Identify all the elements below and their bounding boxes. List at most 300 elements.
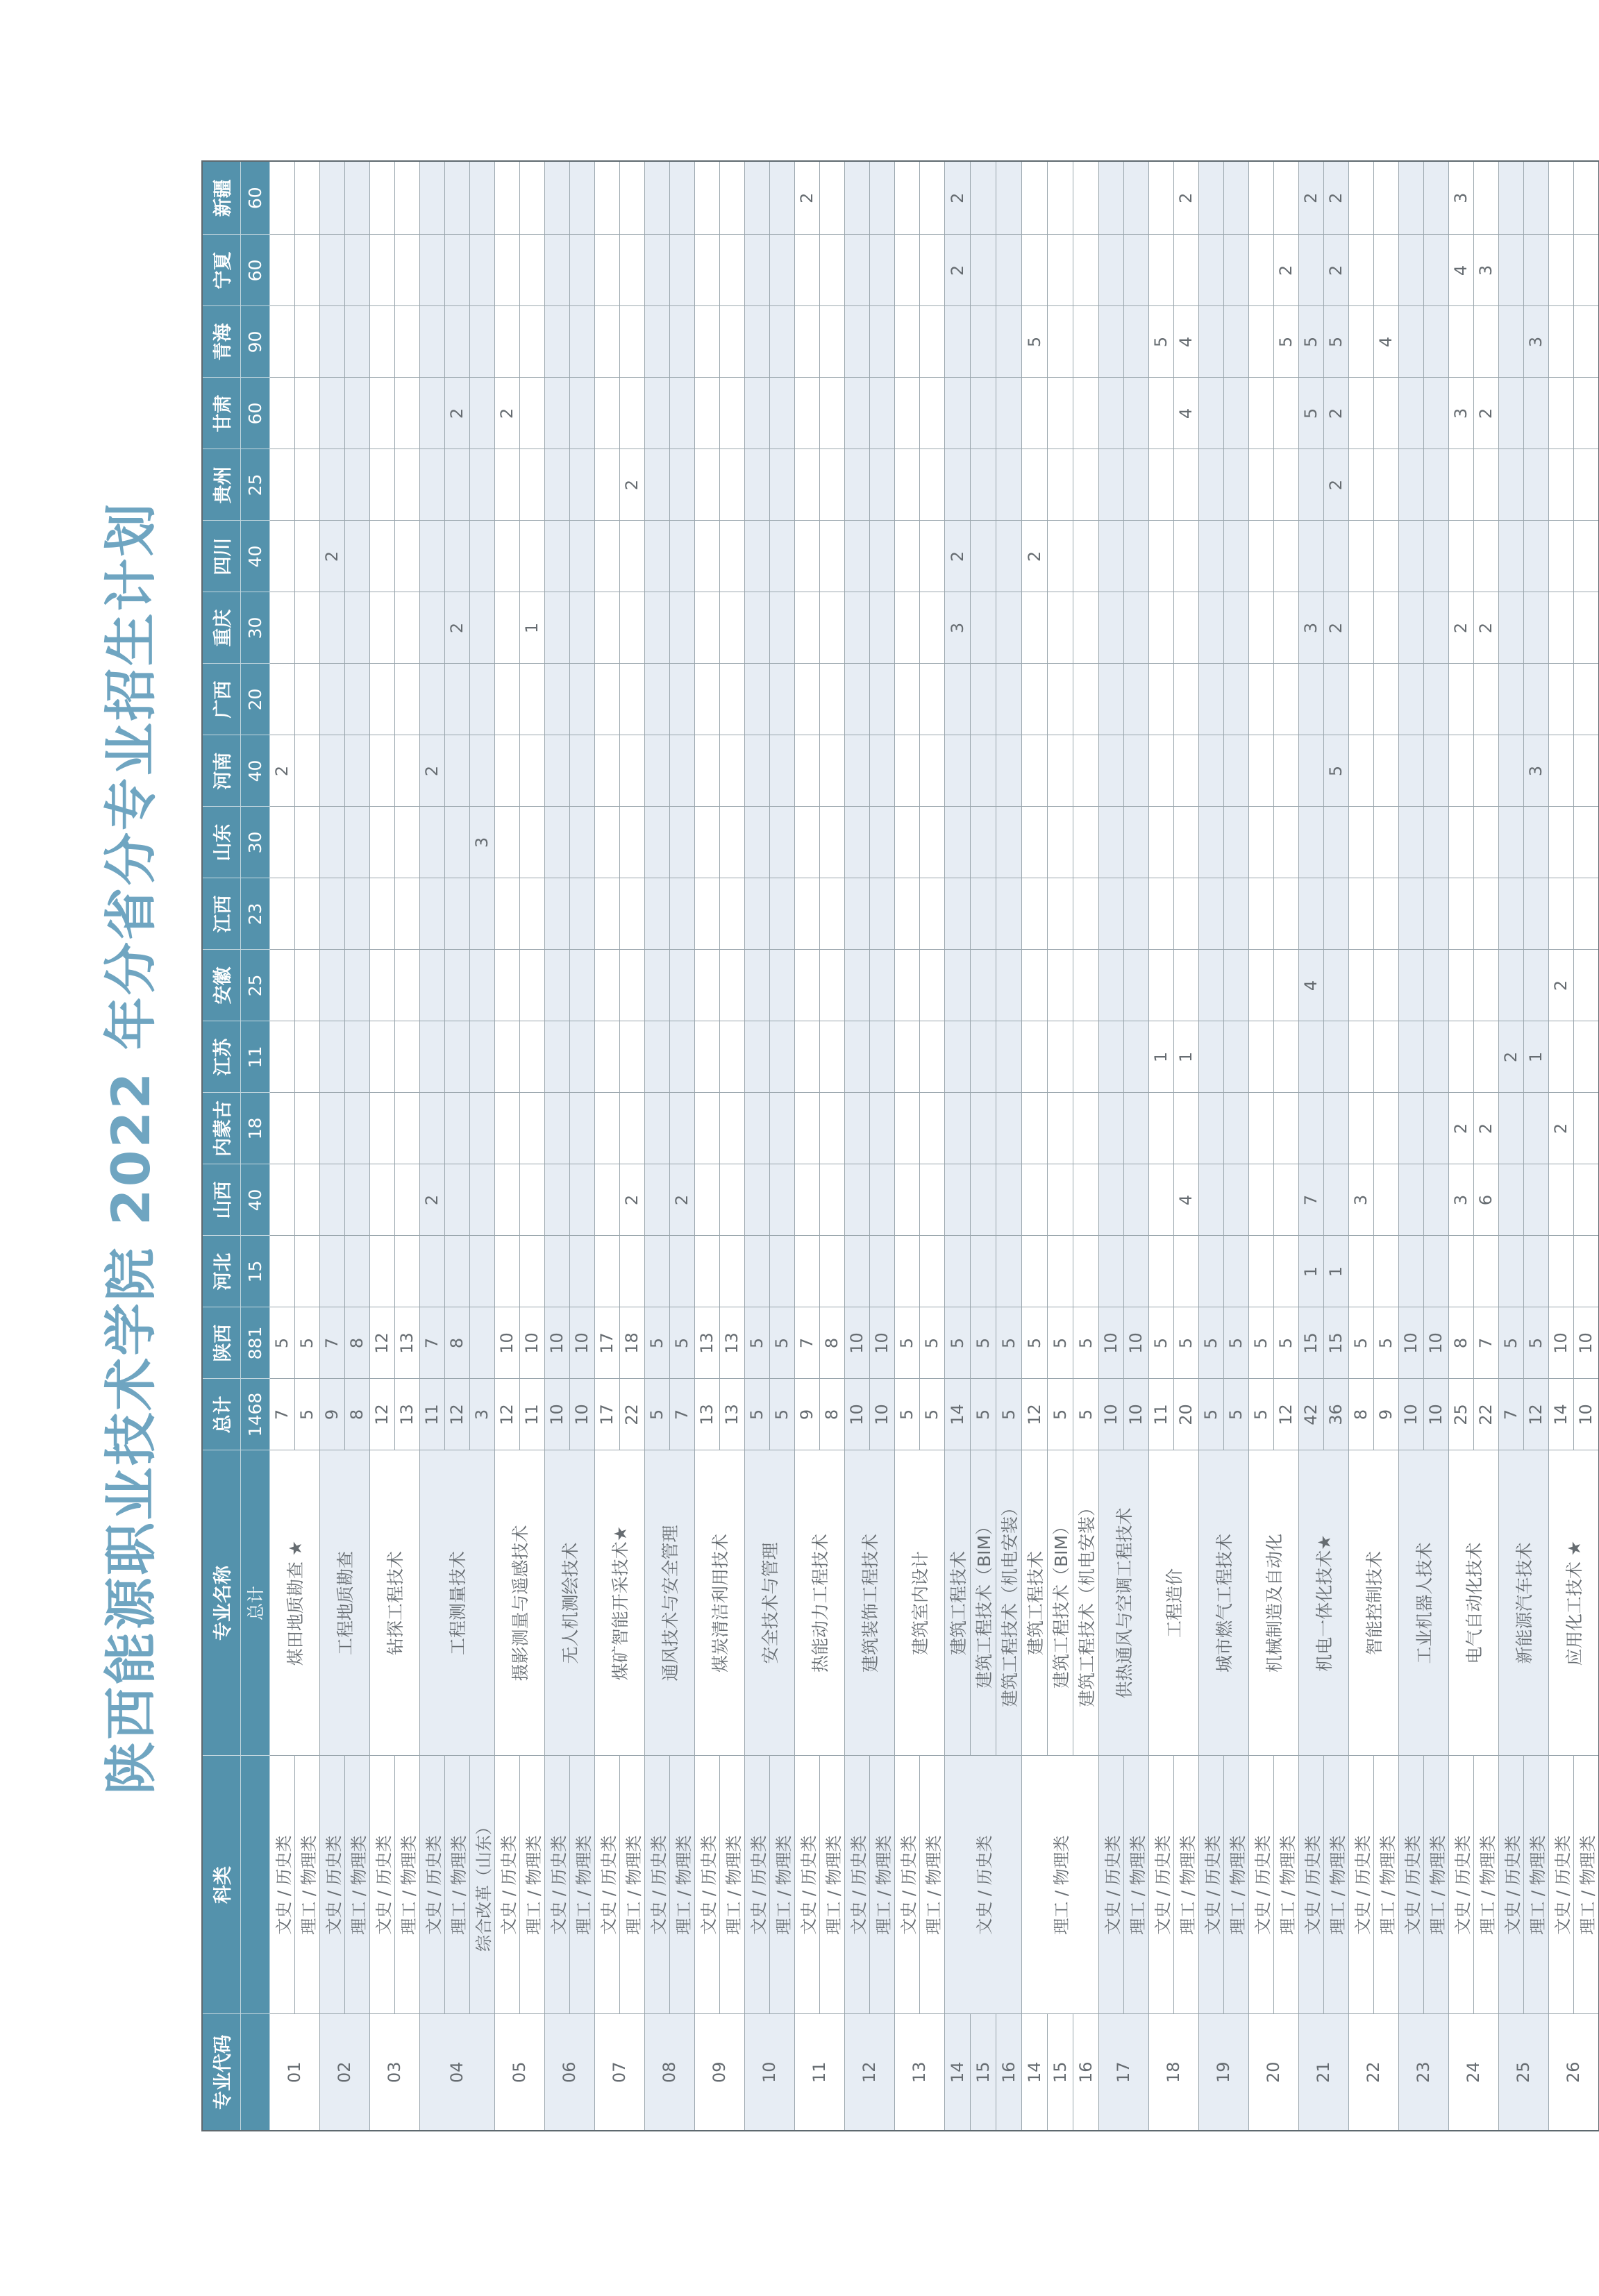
value-cell: 7	[669, 1379, 694, 1450]
value-cell	[819, 161, 844, 235]
value-cell: 6	[1473, 1164, 1498, 1236]
value-cell	[619, 306, 644, 378]
value-cell	[544, 449, 569, 521]
value-cell	[594, 664, 619, 735]
value-cell	[1047, 378, 1073, 449]
value-cell	[1248, 735, 1273, 807]
value-cell	[1398, 306, 1423, 378]
value-cell	[1498, 161, 1523, 235]
category-cell: 文史 / 历史类	[794, 1756, 819, 2014]
value-cell	[1248, 664, 1273, 735]
major-row	[1448, 161, 1473, 2131]
value-cell	[544, 1236, 569, 1307]
value-cell	[619, 807, 644, 878]
value-cell	[1173, 521, 1198, 592]
value-cell: 5	[644, 1379, 669, 1450]
value-cell	[1573, 735, 1599, 807]
value-cell	[1423, 950, 1448, 1021]
value-cell	[694, 1164, 719, 1236]
major-row	[494, 161, 519, 2131]
value-cell: 5	[669, 1307, 694, 1379]
major-row	[1523, 161, 1548, 2131]
value-cell	[1348, 378, 1373, 449]
value-cell	[744, 449, 769, 521]
value-cell	[1223, 592, 1248, 664]
value-cell	[1273, 378, 1298, 449]
major-code-cell: 21	[1298, 2014, 1348, 2131]
value-cell	[1448, 950, 1473, 1021]
value-cell	[869, 1236, 894, 1307]
value-cell: 5	[644, 1307, 669, 1379]
major-row	[1098, 161, 1123, 2131]
category-cell: 理工 / 物理类	[1423, 1756, 1448, 2014]
value-cell	[1373, 378, 1398, 449]
value-cell	[844, 449, 869, 521]
category-cell: 理工 / 物理类	[1273, 1756, 1298, 2014]
value-cell	[694, 235, 719, 306]
value-cell	[344, 1164, 369, 1236]
value-cell	[719, 664, 744, 735]
value-cell	[996, 378, 1021, 449]
value-cell: 7	[269, 1379, 294, 1450]
value-cell	[970, 1164, 996, 1236]
category-cell: 文史 / 历史类	[544, 1756, 569, 2014]
value-cell	[944, 664, 970, 735]
major-row	[744, 161, 769, 2131]
major-code-cell: 15	[970, 2014, 996, 2131]
value-cell	[394, 1021, 419, 1093]
value-cell	[669, 306, 694, 378]
major-name-cell: 煤矿智能开采技术★	[594, 1450, 644, 1756]
value-cell	[344, 1236, 369, 1307]
value-cell	[894, 1164, 919, 1236]
value-cell	[1173, 735, 1198, 807]
value-cell	[1398, 592, 1423, 664]
value-cell	[1573, 664, 1599, 735]
value-cell	[594, 378, 619, 449]
value-cell	[394, 878, 419, 950]
value-cell	[1021, 878, 1047, 950]
total-value-cell: 25	[240, 950, 269, 1021]
major-row	[1223, 161, 1248, 2131]
value-cell	[1148, 449, 1173, 521]
value-cell: 5	[970, 1379, 996, 1450]
value-cell: 5	[769, 1307, 794, 1379]
value-cell	[1448, 1021, 1473, 1093]
category-cell: 文史 / 历史类	[269, 1756, 294, 2014]
value-cell	[1423, 1021, 1448, 1093]
value-cell: 4	[1448, 235, 1473, 306]
major-row	[1148, 161, 1173, 2131]
column-header: 山东	[202, 807, 240, 878]
value-cell	[444, 664, 469, 735]
total-row-code-cell	[240, 2014, 269, 2131]
value-cell	[294, 1236, 319, 1307]
value-cell: 9	[1373, 1379, 1398, 1450]
value-cell	[444, 878, 469, 950]
value-cell	[594, 235, 619, 306]
value-cell	[469, 1236, 494, 1307]
major-name-cell: 煤田地质勘查 ★	[269, 1450, 319, 1756]
value-cell	[519, 1236, 544, 1307]
value-cell	[644, 1236, 669, 1307]
value-cell	[1198, 378, 1223, 449]
value-cell	[619, 1236, 644, 1307]
value-cell	[469, 235, 494, 306]
value-cell: 10	[869, 1307, 894, 1379]
major-code-cell: 14	[944, 2014, 970, 2131]
value-cell: 14	[944, 1379, 970, 1450]
value-cell	[544, 878, 569, 950]
value-cell	[519, 878, 544, 950]
value-cell: 11	[519, 1379, 544, 1450]
value-cell	[1398, 1164, 1423, 1236]
value-cell	[544, 1093, 569, 1164]
value-cell	[1148, 161, 1173, 235]
major-row	[819, 161, 844, 2131]
value-cell: 14	[1548, 1379, 1573, 1450]
value-cell	[1123, 592, 1148, 664]
major-name-cell: 工业机器人技术	[1398, 1450, 1448, 1756]
value-cell	[1373, 807, 1398, 878]
value-cell	[569, 449, 594, 521]
value-cell	[794, 235, 819, 306]
value-cell: 3	[1448, 378, 1473, 449]
major-row	[1498, 161, 1523, 2131]
value-cell: 13	[394, 1379, 419, 1450]
value-cell	[269, 449, 294, 521]
category-cell: 理工 / 物理类	[569, 1756, 594, 2014]
value-cell	[1473, 878, 1498, 950]
value-cell: 10	[494, 1307, 519, 1379]
major-row	[394, 161, 419, 2131]
value-cell	[1198, 807, 1223, 878]
value-cell: 10	[1423, 1379, 1448, 1450]
value-cell	[1173, 807, 1198, 878]
value-cell	[294, 1021, 319, 1093]
value-cell: 2	[494, 378, 519, 449]
value-cell	[1423, 378, 1448, 449]
major-row	[1398, 161, 1423, 2131]
value-cell	[1273, 1093, 1298, 1164]
major-code-cell: 16	[996, 2014, 1021, 2131]
value-cell: 2	[794, 161, 819, 235]
value-cell	[1198, 1021, 1223, 1093]
value-cell	[1098, 521, 1123, 592]
value-cell	[1047, 306, 1073, 378]
value-cell	[569, 306, 594, 378]
value-cell	[1098, 378, 1123, 449]
value-cell: 5	[1047, 1379, 1073, 1450]
value-cell	[1273, 449, 1298, 521]
value-cell	[1223, 1164, 1248, 1236]
value-cell	[1223, 807, 1248, 878]
value-cell: 2	[1323, 235, 1348, 306]
category-cell: 文史 / 历史类	[369, 1756, 394, 2014]
major-name-cell: 钻探工程技术	[369, 1450, 419, 1756]
value-cell	[444, 521, 469, 592]
category-cell: 文史 / 历史类	[1248, 1756, 1273, 2014]
value-cell	[1473, 161, 1498, 235]
value-cell	[419, 521, 444, 592]
value-cell	[1047, 807, 1073, 878]
major-code-cell: 07	[594, 2014, 644, 2131]
value-cell: 12	[369, 1379, 394, 1450]
value-cell	[694, 878, 719, 950]
value-cell	[1248, 235, 1273, 306]
category-cell: 文史 / 历史类	[744, 1756, 769, 2014]
category-cell: 理工 / 物理类	[1021, 1756, 1098, 2014]
value-cell: 10	[1398, 1379, 1423, 1450]
major-code-cell: 04	[419, 2014, 494, 2131]
major-row	[919, 161, 944, 2131]
value-cell	[1573, 449, 1599, 521]
value-cell: 15	[1323, 1307, 1348, 1379]
value-cell	[719, 1093, 744, 1164]
value-cell	[1373, 161, 1398, 235]
value-cell	[394, 807, 419, 878]
value-cell: 4	[1373, 306, 1398, 378]
value-cell: 8	[819, 1307, 844, 1379]
major-name-cell: 无人机测绘技术	[544, 1450, 594, 1756]
value-cell	[1548, 235, 1573, 306]
value-cell	[344, 807, 369, 878]
value-cell	[1448, 878, 1473, 950]
value-cell	[996, 664, 1021, 735]
value-cell	[1448, 306, 1473, 378]
value-cell	[1223, 378, 1248, 449]
value-cell	[1498, 378, 1523, 449]
value-cell	[1073, 521, 1098, 592]
value-cell	[694, 664, 719, 735]
value-cell	[996, 306, 1021, 378]
major-code-cell: 14	[1021, 2014, 1047, 2131]
value-cell	[970, 521, 996, 592]
value-cell	[1373, 235, 1398, 306]
value-cell	[944, 1236, 970, 1307]
value-cell	[694, 592, 719, 664]
value-cell	[1448, 521, 1473, 592]
value-cell	[869, 950, 894, 1021]
value-cell	[569, 1164, 594, 1236]
value-cell	[844, 878, 869, 950]
category-cell: 理工 / 物理类	[519, 1756, 544, 2014]
value-cell	[344, 449, 369, 521]
value-cell	[944, 378, 970, 449]
column-header: 新疆	[202, 161, 240, 235]
value-cell	[1523, 1164, 1548, 1236]
major-name-cell: 智能控制技术	[1348, 1450, 1398, 1756]
value-cell	[394, 1164, 419, 1236]
value-cell	[644, 664, 669, 735]
value-cell	[369, 735, 394, 807]
value-cell	[369, 592, 394, 664]
value-cell	[1348, 592, 1373, 664]
column-header: 江苏	[202, 1021, 240, 1093]
total-value-cell: 40	[240, 1164, 269, 1236]
value-cell	[1173, 235, 1198, 306]
value-cell	[944, 878, 970, 950]
value-cell	[1323, 950, 1348, 1021]
value-cell: 5	[1021, 306, 1047, 378]
value-cell	[819, 378, 844, 449]
value-cell: 4	[1298, 950, 1323, 1021]
value-cell	[1423, 235, 1448, 306]
value-cell	[1523, 664, 1548, 735]
major-code-cell: 06	[544, 2014, 594, 2131]
value-cell: 25	[1448, 1379, 1473, 1450]
column-header: 专业代码	[202, 2014, 240, 2131]
value-cell: 8	[444, 1307, 469, 1379]
value-cell	[1348, 1093, 1373, 1164]
value-cell: 2	[619, 449, 644, 521]
value-cell	[1348, 306, 1373, 378]
value-cell: 10	[1423, 1307, 1448, 1379]
value-cell	[1548, 1021, 1573, 1093]
value-cell	[294, 592, 319, 664]
value-cell	[1123, 878, 1148, 950]
value-cell	[769, 592, 794, 664]
value-cell	[1123, 735, 1148, 807]
value-cell: 2	[1323, 592, 1348, 664]
value-cell	[394, 161, 419, 235]
value-cell	[1398, 161, 1423, 235]
value-cell	[494, 161, 519, 235]
value-cell	[644, 161, 669, 235]
value-cell	[1223, 878, 1248, 950]
value-cell	[1523, 1093, 1548, 1164]
value-cell	[894, 950, 919, 1021]
value-cell	[519, 807, 544, 878]
value-cell: 2	[419, 735, 444, 807]
major-name-cell: 建筑工程技术（机电安装）	[1073, 1450, 1098, 1756]
value-cell	[319, 1236, 344, 1307]
major-row	[1298, 161, 1323, 2131]
value-cell	[1398, 1236, 1423, 1307]
value-cell	[1523, 235, 1548, 306]
major-row	[594, 161, 619, 2131]
value-cell	[1398, 1093, 1423, 1164]
value-cell	[719, 449, 744, 521]
value-cell	[1473, 521, 1498, 592]
value-cell	[419, 378, 444, 449]
value-cell	[594, 449, 619, 521]
value-cell: 10	[1123, 1307, 1148, 1379]
value-cell	[294, 306, 319, 378]
value-cell	[344, 735, 369, 807]
value-cell: 2	[1473, 1093, 1498, 1164]
value-cell	[1123, 664, 1148, 735]
value-cell	[1423, 449, 1448, 521]
value-cell	[719, 378, 744, 449]
value-cell	[769, 735, 794, 807]
value-cell	[644, 807, 669, 878]
value-cell	[1123, 807, 1148, 878]
value-cell	[894, 664, 919, 735]
category-cell: 文史 / 历史类	[1098, 1756, 1123, 2014]
value-cell	[1098, 735, 1123, 807]
major-name-cell: 安全技术与管理	[744, 1450, 794, 1756]
value-cell	[519, 161, 544, 235]
major-name-cell: 电气自动化技术	[1448, 1450, 1498, 1756]
value-cell	[344, 235, 369, 306]
value-cell	[319, 807, 344, 878]
value-cell	[1373, 1093, 1398, 1164]
value-cell: 10	[1098, 1379, 1123, 1450]
value-cell: 5	[944, 1307, 970, 1379]
value-cell	[719, 950, 744, 1021]
major-row	[444, 161, 469, 2131]
value-cell	[996, 1021, 1021, 1093]
value-cell	[1098, 306, 1123, 378]
value-cell	[494, 235, 519, 306]
value-cell	[919, 449, 944, 521]
value-cell	[1148, 664, 1173, 735]
value-cell: 5	[1073, 1307, 1098, 1379]
value-cell: 5	[894, 1379, 919, 1450]
value-cell	[444, 1164, 469, 1236]
value-cell	[619, 378, 644, 449]
value-cell	[744, 592, 769, 664]
total-value-cell: 40	[240, 735, 269, 807]
value-cell	[619, 664, 644, 735]
value-cell	[494, 950, 519, 1021]
value-cell	[1448, 1236, 1473, 1307]
value-cell: 10	[1098, 1307, 1123, 1379]
value-cell: 5	[1273, 1307, 1298, 1379]
value-cell	[869, 1021, 894, 1093]
major-row	[1573, 161, 1599, 2131]
value-cell	[569, 1021, 594, 1093]
value-cell	[569, 235, 594, 306]
value-cell	[894, 735, 919, 807]
category-cell: 理工 / 物理类	[1473, 1756, 1498, 2014]
major-code-cell: 01	[269, 2014, 319, 2131]
value-cell: 3	[1523, 735, 1548, 807]
value-cell	[1473, 449, 1498, 521]
value-cell	[794, 735, 819, 807]
value-cell	[544, 161, 569, 235]
value-cell: 2	[1323, 449, 1348, 521]
value-cell	[544, 378, 569, 449]
value-cell	[1021, 161, 1047, 235]
value-cell	[619, 592, 644, 664]
major-code-cell: 02	[319, 2014, 369, 2131]
value-cell	[970, 950, 996, 1021]
value-cell	[294, 521, 319, 592]
total-value-cell: 11	[240, 1021, 269, 1093]
value-cell	[1323, 807, 1348, 878]
value-cell	[1548, 161, 1573, 235]
value-cell	[1373, 735, 1398, 807]
major-row	[469, 161, 494, 2131]
value-cell	[970, 807, 996, 878]
value-cell	[1021, 950, 1047, 1021]
value-cell	[644, 950, 669, 1021]
value-cell	[644, 592, 669, 664]
value-cell	[769, 378, 794, 449]
value-cell	[1198, 664, 1223, 735]
major-row	[1021, 161, 1047, 2131]
major-row	[1123, 161, 1148, 2131]
value-cell: 5	[919, 1307, 944, 1379]
value-cell	[594, 1021, 619, 1093]
total-value-cell: 20	[240, 664, 269, 735]
value-cell	[1323, 664, 1348, 735]
value-cell	[919, 235, 944, 306]
value-cell	[1348, 735, 1373, 807]
value-cell: 5	[744, 1379, 769, 1450]
